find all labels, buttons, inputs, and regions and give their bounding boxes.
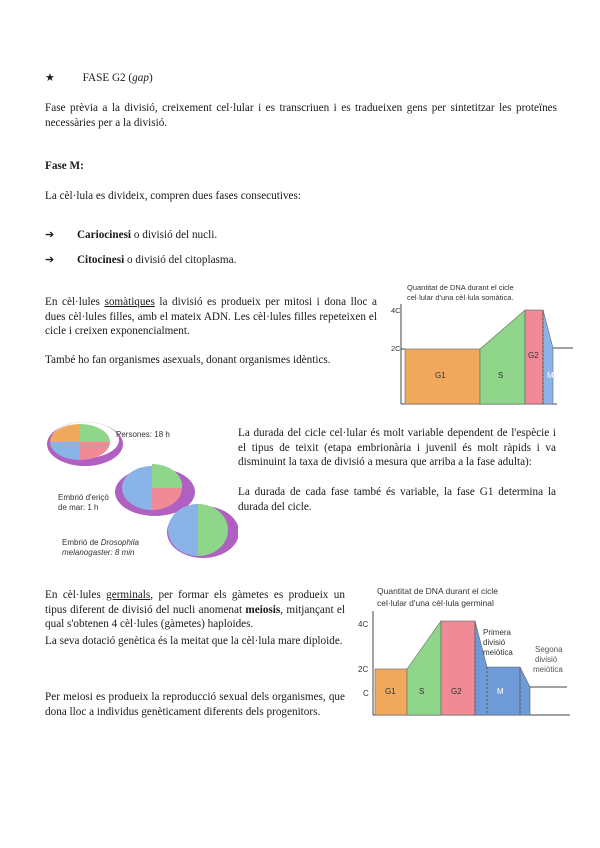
m-item-cariocinesi: ➔ Cariocinesi o divisió del nucli.: [45, 229, 218, 241]
chart2-annot-second-1: Segona: [535, 645, 563, 654]
m-intro: La cèl·lula es divideix, compren dues fases consecutives:: [45, 190, 301, 202]
germinal-dna-chart: [355, 583, 580, 718]
pie-erico-de-mar: [122, 464, 182, 510]
duration-paragraph: La durada del cicle cel·lular és molt variable dependent de l'espècie i el tipus de teixit (etapa embrionària i juvenil és molt ràpids i va disminuint la taxa de divisió a mesura que arriba a la fase adulta):: [238, 427, 556, 468]
chart2-label-s: S: [419, 687, 425, 696]
chart1-title-line1: Quantitat de DNA durant el cicle: [407, 283, 514, 292]
chart2-y-4c: 4C: [358, 620, 369, 629]
star-bullet-icon: ★: [45, 72, 56, 84]
m-item-citocinesi: ➔ Citocinesi o divisió del citoplasma.: [45, 254, 237, 266]
chart2-y-c: C: [363, 689, 369, 698]
chart2-y-2c: 2C: [358, 665, 369, 674]
pie-drosophila: [168, 504, 228, 556]
label-drosophila: Embrió de Drosophila melanogaster: 8 min: [62, 538, 139, 557]
arrow-right-icon: ➔: [45, 229, 55, 241]
chart2-annot-first-1: Primera: [483, 628, 512, 637]
chart1-label-m: M: [547, 371, 554, 380]
g2-heading: ★ FASE G2 (gap): [45, 72, 153, 84]
arrow-right-icon: ➔: [45, 254, 55, 266]
chart2-label-g1: G1: [385, 687, 396, 696]
m-heading: Fase M:: [45, 160, 84, 172]
chart1-y-2c: 2C: [391, 344, 401, 353]
chart1-s-area: [480, 310, 525, 404]
label-persones: Persones: 18 h: [116, 430, 170, 439]
chart2-m2-area: [520, 667, 530, 715]
chart2-annot-second-3: meiòtica: [533, 665, 563, 674]
chart1-m-area: [543, 310, 553, 404]
chart2-annot-second-2: divisió: [535, 655, 558, 664]
germinal-paragraph: En cèl·lules germinals, per formar els gàmetes es produeix un tipus diferent de divisió del nucli anomenat meiosis, mitjançant el qual s'obtenen 4 cèl·lules (gàmetes) haploides.: [45, 589, 345, 630]
meiosis-paragraph: Per meiosi es produeix la reproducció sexual dels organismes, que dona lloc a individus genèticament diferents dels progenitors.: [45, 691, 345, 718]
chart2-g2-area: [441, 621, 475, 715]
somatic-dna-chart: [385, 278, 585, 406]
chart1-y-4c: 4C: [391, 306, 401, 315]
chart2-s-area: [407, 621, 441, 715]
phase-duration-paragraph: La durada de cada fase també és variable, la fase G1 determina la durada del cicle.: [238, 486, 556, 513]
chart2-label-g2: G2: [451, 687, 462, 696]
chart2-label-m: M: [497, 687, 504, 696]
haploid-paragraph: La seva dotació genètica és la meitat que la cèl·lula mare diploide.: [45, 635, 343, 647]
g2-description: Fase prèvia a la divisió, creixement cel·lular i es transcriuen i es tradueixen gens per sintetitzar les proteïnes necessàries per a la divisió.: [45, 102, 557, 129]
chart1-title-line2: cel·lular d'una cèl·lula somàtica.: [407, 293, 514, 302]
chart1-label-s: S: [498, 371, 504, 380]
chart2-annot-first-2: divisió: [483, 638, 506, 647]
asexual-paragraph: També ho fan organismes asexuals, donant organismes idèntics.: [45, 354, 331, 366]
chart2-title-line1: Quantitat de DNA durant el cicle: [377, 586, 498, 596]
pie-persones: [50, 424, 110, 460]
somatic-paragraph: En cèl·lules somàtiques la divisió es produeix per mitosi i dona lloc a dues cèl·lules filles, amb el mateix ADN. Les cèl·lules filles repeteixen el cicle i creixen exponencialment.: [45, 296, 377, 337]
chart2-title-line2: cel·lular d'una cèl·lula germinal: [377, 598, 494, 608]
label-erico: Embrió d'eriçó de mar: 1 h: [58, 493, 109, 512]
chart2-annot-first-3: meiòtica: [483, 648, 513, 657]
chart1-label-g2: G2: [528, 351, 539, 360]
chart1-label-g1: G1: [435, 371, 446, 380]
